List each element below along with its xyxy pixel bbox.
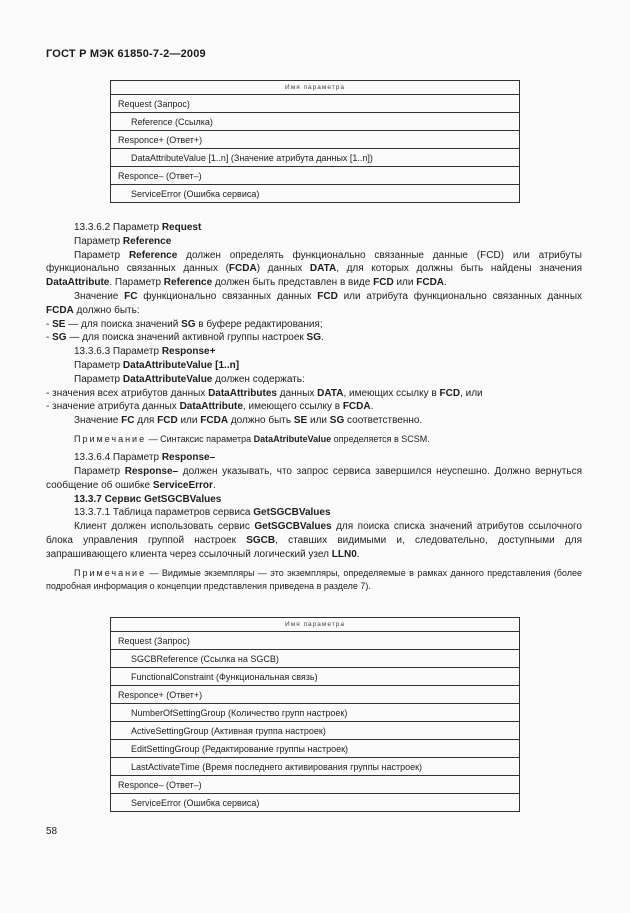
table-row	[111, 149, 520, 167]
text-run: Response+	[161, 346, 216, 358]
text-run: или	[177, 415, 201, 427]
paragraph	[46, 290, 582, 318]
paragraph	[46, 520, 582, 561]
text-run: — Видимые экземпляры — это экземпляры, определяемые в рамках данного представления (более подробная информация о концепции представления приведена в разделе 7).	[46, 567, 582, 591]
document-header: ГОСТ Р МЭК 61850-7-2—2009	[46, 48, 206, 60]
text-run: Примечание	[74, 567, 147, 578]
text-run: должен содержать:	[212, 373, 305, 385]
text-run: — для поиска значений	[65, 318, 182, 330]
text-run: FCDA	[200, 415, 229, 427]
text-run: Параметр	[74, 359, 123, 371]
text-run: GetSGCBValues	[254, 521, 332, 533]
text-run: Примечание	[74, 433, 147, 444]
paragraph	[74, 235, 582, 249]
parameter-cell: SGCBReference (Ссылка на SGCB)	[111, 650, 520, 668]
text-run: Response–	[161, 452, 216, 464]
table-row	[111, 740, 520, 758]
table-row	[111, 668, 520, 686]
text-run: DataAttribute	[46, 277, 110, 289]
table-row	[111, 758, 520, 776]
text-run: Параметр	[74, 235, 123, 247]
paragraph	[74, 451, 582, 465]
text-run: ServiceError	[152, 479, 213, 491]
text-run: GetSGCBValues	[253, 507, 331, 519]
table-header: Имя параметра	[111, 618, 520, 632]
table-row	[111, 131, 520, 149]
table-row	[111, 113, 520, 131]
text-run: 13.3.6.3 Параметр	[74, 346, 162, 358]
table-row	[111, 650, 520, 668]
text-run: FCDA	[342, 401, 371, 413]
paragraph	[46, 249, 582, 290]
text-run: Клиент должен использовать сервис	[74, 521, 255, 533]
paragraph	[74, 221, 582, 235]
text-run: .	[444, 277, 447, 289]
table-header: Имя параметра	[111, 81, 520, 95]
table-row	[111, 686, 520, 704]
text-run: .	[212, 479, 216, 491]
table-row	[111, 185, 520, 203]
text-run: 13.3.7 Сервис GetSGCBValues	[74, 493, 222, 505]
paragraph	[74, 414, 582, 428]
text-run: .	[321, 332, 324, 344]
text-run: FCD	[317, 290, 338, 302]
parameter-cell: Reference (Ссылка)	[111, 113, 520, 131]
paragraph	[74, 359, 582, 373]
text-run: ) данных	[256, 263, 310, 275]
paragraph	[74, 493, 582, 507]
text-run: — Синтаксис параметра	[146, 433, 254, 444]
text-run: FC	[124, 290, 138, 302]
text-run: SG	[181, 318, 196, 330]
table-row	[111, 704, 520, 722]
parameter-cell: Responce+ (Ответ+)	[111, 131, 520, 149]
parameter-cell: Request (Запрос)	[111, 632, 520, 650]
paragraph	[74, 506, 582, 520]
text-run: 13.3.7.1 Таблица параметров сервиса	[74, 507, 254, 519]
text-run: Значение	[74, 290, 125, 302]
text-run: FCD	[439, 387, 461, 399]
paragraph	[46, 567, 582, 594]
text-run: должен определять функционально связанные данные (FCD) или атрибуты функционально связанных данных (	[46, 249, 582, 275]
table-row	[111, 167, 520, 185]
text-run: определяется в SCSM.	[331, 433, 430, 444]
parameter-cell: LastActivateTime (Время последнего активирования группы настроек)	[111, 758, 520, 776]
text-run: DataAttributes	[208, 387, 277, 399]
text-run: 13.3.6.4 Параметр	[74, 452, 162, 464]
text-run: Параметр	[74, 249, 129, 261]
text-run: DATA	[309, 263, 337, 275]
table-row	[111, 776, 520, 794]
paragraph	[46, 465, 582, 493]
body-text	[46, 221, 583, 593]
text-run: FCDA	[416, 277, 445, 289]
text-run: , имеющих ссылку в	[343, 387, 440, 399]
text-run: Параметр	[74, 373, 123, 385]
parameter-cell: Responce– (Ответ–)	[111, 167, 520, 185]
text-run: Reference	[128, 249, 178, 261]
text-run: SGCB	[246, 535, 276, 547]
paragraph	[74, 373, 582, 387]
text-run: Request	[161, 222, 202, 233]
text-run: , для которых должны быть найдены значения	[336, 263, 583, 275]
text-run: должен быть представлен в виде	[212, 277, 374, 289]
text-run: Reference	[122, 235, 172, 247]
text-run: - значение атрибута данных	[46, 401, 180, 413]
text-run: . Параметр	[109, 277, 164, 289]
parameter-cell: Request (Запрос)	[111, 95, 520, 113]
text-run: FCDA	[228, 263, 257, 275]
text-run: 13.3.6.2 Параметр	[74, 222, 162, 233]
text-run: должен указывать, что запрос сервиса завершился неуспешно. Должно вернуться сообщение об ошибке	[46, 466, 582, 491]
table-row	[111, 95, 520, 113]
page-number: 58	[46, 826, 58, 837]
text-run: или	[393, 277, 417, 289]
paragraph	[74, 345, 582, 359]
text-run: SG	[329, 415, 345, 427]
text-run: функционально связанных данных	[137, 290, 318, 302]
text-run: Response–	[124, 466, 179, 478]
text-run: DataAttribute	[179, 401, 243, 413]
text-run: FCD	[157, 415, 178, 427]
text-run: — для поиска значений активной группы настроек	[66, 332, 307, 344]
text-run: должно быть	[228, 415, 294, 427]
text-run: SE	[52, 318, 66, 330]
text-run: , имеющего ссылку в	[242, 401, 343, 413]
text-run: , ставших видимыми и, следовательно, доступными для запрашивающего клиента через ссылочный логический узел	[46, 535, 582, 560]
text-run: , или	[460, 387, 483, 399]
parameter-cell: FunctionalConstraint (Функциональная связь)	[111, 668, 520, 686]
text-run: .	[370, 401, 374, 413]
text-run: SG	[306, 332, 321, 344]
text-run: DataAttributeValue [1..n]	[122, 359, 240, 371]
text-run: -	[46, 318, 53, 330]
text-run: для поиска списка значений атрибутов ссылочного блока управления группой настроек	[46, 521, 582, 547]
text-run: Значение	[74, 415, 122, 427]
parameter-cell: EditSettingGroup (Редактирование группы настроек)	[111, 740, 520, 758]
text-run: DataAtributeValue	[253, 433, 332, 444]
text-run: .	[356, 548, 360, 560]
text-run: или	[307, 415, 330, 427]
text-run: DATA	[317, 387, 344, 399]
parameter-cell: ActiveSettingGroup (Активная группа настроек)	[111, 722, 520, 740]
text-run: - значения всех атрибутов данных	[46, 387, 209, 399]
text-run: FC	[121, 415, 135, 427]
parameter-cell: ServiceError (Ошибка сервиса)	[111, 185, 520, 203]
text-run: данных	[276, 387, 318, 399]
parameter-cell: Responce– (Ответ–)	[111, 776, 520, 794]
parameter-cell: ServiceError (Ошибка сервиса)	[111, 794, 520, 812]
parameter-table-1	[110, 80, 520, 203]
paragraph	[46, 318, 582, 332]
text-run: -	[46, 332, 53, 344]
table-row	[111, 632, 520, 650]
text-run: SE	[293, 415, 308, 427]
text-run: или атрибута функционально связанных данных	[337, 290, 583, 302]
parameter-cell: Responce+ (Ответ+)	[111, 686, 520, 704]
text-run: в буфере редактирования;	[195, 318, 323, 330]
paragraph	[74, 433, 582, 446]
parameter-cell: NumberOfSettingGroup (Количество групп настроек)	[111, 704, 520, 722]
text-run: DataAttributeValue	[122, 373, 213, 385]
text-run: LLN0	[331, 548, 357, 560]
parameter-cell: DataAttributeValue [1..n] (Значение атрибута данных [1..n])	[111, 149, 520, 167]
paragraph	[46, 331, 582, 345]
text-run: для	[134, 415, 158, 427]
text-run: Reference	[163, 277, 213, 289]
text-run: Параметр	[74, 466, 125, 478]
text-run: FCDA	[46, 304, 74, 316]
text-run: должно быть:	[73, 304, 140, 316]
text-run: соответственно.	[344, 415, 423, 427]
table-row	[111, 794, 520, 812]
parameter-table-2	[110, 617, 520, 812]
paragraph	[46, 387, 582, 401]
text-run: SG	[52, 332, 67, 344]
text-run: FCD	[373, 277, 394, 289]
table-row	[111, 722, 520, 740]
paragraph	[46, 400, 582, 414]
